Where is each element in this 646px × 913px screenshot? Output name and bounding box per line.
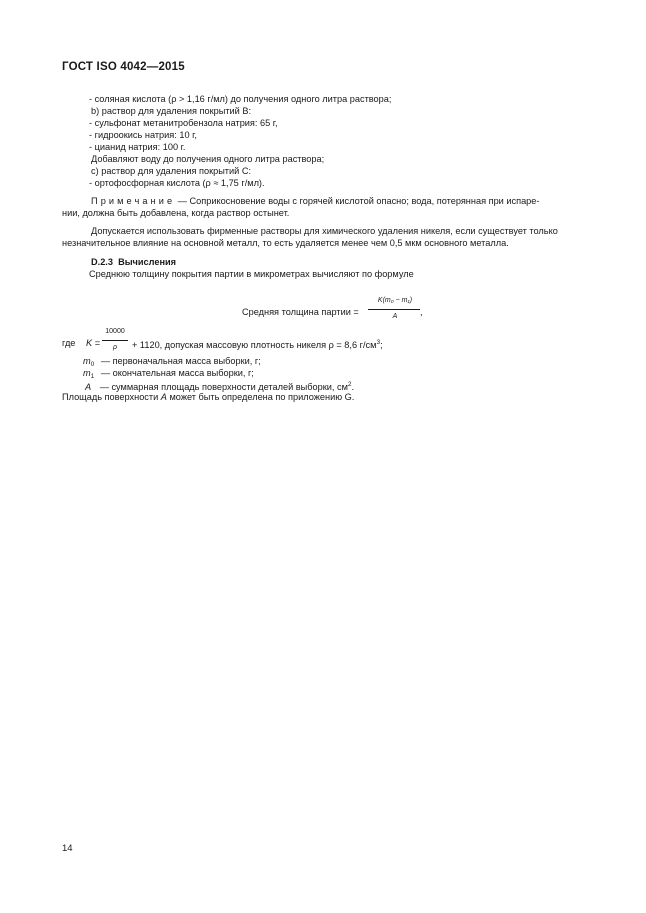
list-item: Добавляют воду до получения одного литра раствора;	[91, 154, 325, 164]
list-item: - сульфонат метанитробензола натрия: 65 г,	[89, 118, 278, 128]
section-title: Вычисления	[118, 257, 177, 267]
section-heading	[91, 256, 176, 268]
list-item: b) раствор для удаления покрытий В:	[91, 106, 252, 116]
document-header: ГОСТ ISO 4042—2015	[62, 61, 185, 73]
note-text-1: Соприкосновение воды с горячей кислотой опасно; вода, потерянная при испаре-	[189, 196, 540, 206]
formula-end: ,	[420, 307, 423, 317]
k-rest: + 1120, допуская массовую плотность никеля ρ = 8,6 г/см	[132, 340, 377, 350]
k-superscript: 3	[376, 339, 381, 346]
def-subscript: 0	[90, 361, 95, 368]
list-item: - соляная кислота (ρ > 1,16 г/мл) до получения одного литра раствора;	[89, 94, 392, 104]
formula-denominator: A	[392, 313, 398, 320]
section-number: D.2.3	[91, 257, 113, 267]
def-subscript: 1	[90, 373, 95, 380]
def-text: — окончательная масса выборки, г;	[100, 368, 254, 378]
def-end: .	[351, 382, 355, 392]
formula-numerator: K(m₀ − m₁)	[377, 297, 413, 304]
area-note	[62, 391, 354, 403]
page-number: 14	[62, 843, 73, 854]
note-line-2: нии, должна быть добавлена, когда раствор остынет.	[62, 208, 290, 218]
note-line-1	[91, 195, 539, 207]
area-post: может быть определена по приложению G.	[166, 392, 355, 402]
area-pre: Площадь поверхности	[62, 392, 161, 402]
area-symbol: A	[160, 392, 167, 402]
k-fraction-bar	[102, 340, 128, 341]
list-item: с) раствор для удаления покрытий С:	[91, 166, 252, 176]
formula-lhs: Средняя толщина партии =	[242, 307, 359, 317]
formula-fraction-bar	[368, 309, 420, 310]
list-item: - ортофосфорная кислота (ρ ≈ 1,75 г/мл).	[89, 178, 265, 188]
note-label: Примечание	[91, 196, 176, 206]
k-definition	[132, 337, 383, 351]
section-intro: Среднюю толщину покрытия партии в микрометрах вычисляют по формуле	[89, 269, 414, 279]
where-label: где	[62, 338, 76, 348]
note-dash: —	[175, 196, 190, 206]
k-lhs: K =	[86, 338, 101, 348]
def-superscript: 2	[347, 381, 352, 388]
k-denominator: ρ	[112, 344, 117, 351]
def-symbol: m	[83, 356, 91, 366]
k-end: ;	[380, 340, 383, 350]
def-text: — первоначальная масса выборки, г;	[100, 356, 261, 366]
def-text: — суммарная площадь поверхности деталей выборки, см	[99, 382, 348, 392]
list-item: - цианид натрия: 100 г.	[89, 142, 186, 152]
def-symbol: m	[83, 368, 91, 378]
paragraph-line-1: Допускается использовать фирменные растворы для химического удаления никеля, если существует только	[91, 226, 558, 236]
list-item: - гидроокись натрия: 10 г,	[89, 130, 197, 140]
k-numerator: 10000	[105, 328, 125, 335]
paragraph-line-2: незначительное влияние на основной металл, то есть удаляется менее чем 0,5 мкм основного металла.	[62, 238, 509, 248]
def-symbol: A	[85, 382, 92, 392]
